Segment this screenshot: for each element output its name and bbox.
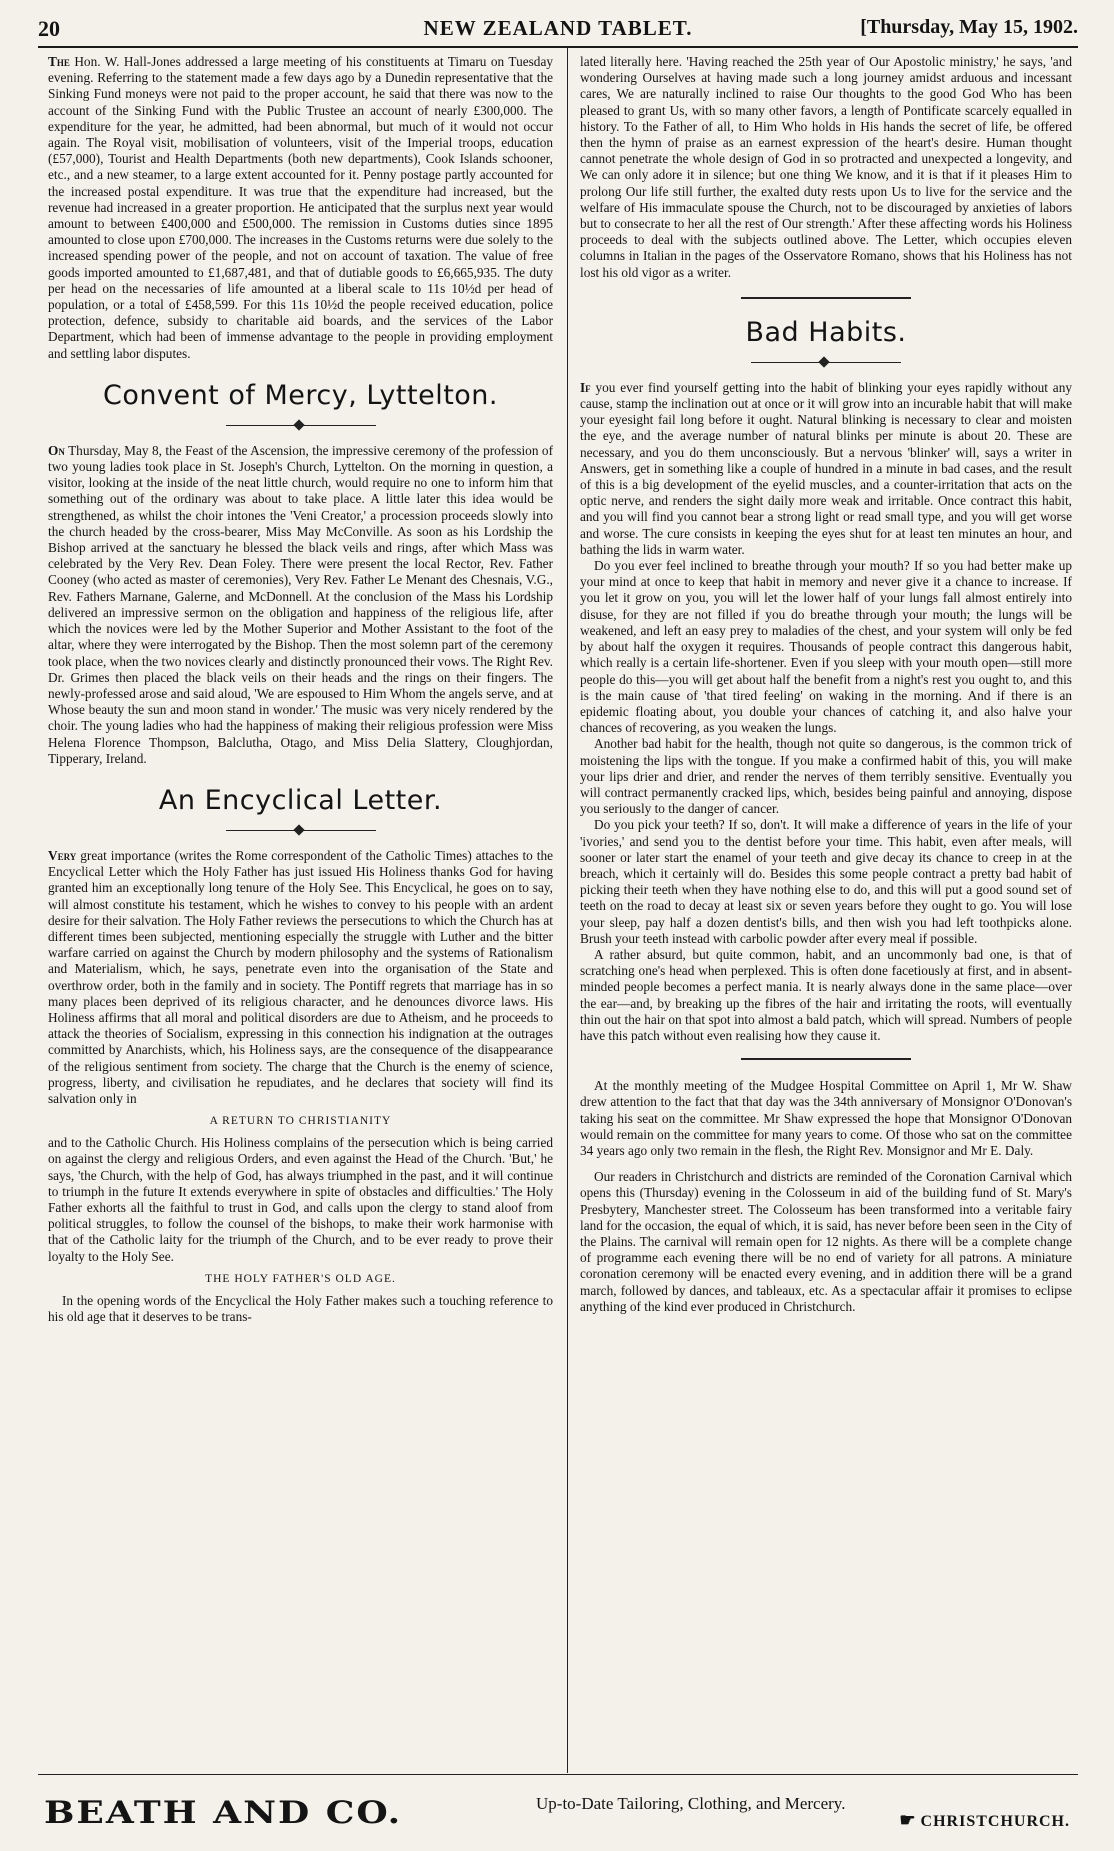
article-mudgee: At the monthly meeting of the Mudgee Hospital Committee on April 1, Mr W. Shaw drew attention to the fact that that day was the 34th anniversary of Monsignor O'Donovan's taking his seat on the committee. Mr Shaw expressed the hope that Monsignor O'Donovan would remain on the committee for many years to come. Of those who sat on the committee 34 years ago only two remain in the flesh, the Right Rev. Monsignor and Mr E. Daly. bbox=[580, 1078, 1072, 1158]
article-paragraph-continued: lated literally here. 'Having reached the 25th year of Our Apostolic ministry,' he says, 'and wondering Ourselves at having made such a long journey amidst arduous and incessant cares, We are naturally inclined to raise Our thoughts to the good God Who has been pleased to grant Us, with so many other favors, a length of Pontificate scarcely equalled in history. To the Father of all, to Him Who holds in His hands the secret of life, be offered then the hymn of praise as an earnest expression of the heart's desire. Human thought cannot penetrate the whole design of God in so protracted and unexpected a longevity, and We can only adore it in silence; but one thing We know, and it is that if it pleases Him to prolong Our life still further, the exalted duty rests upon Us to live for the service and the welfare of His immaculate spouse the Church, not to be discouraged by anxieties of labors but to consecrate to her all the rest of Our strength.' After these affecting words his Holiness proceeds to deal with the subjects outlined above. The Letter, which occupies eleven columns in Italian in the pages of the Osservatore Romano, shows that his Holiness has not lost his old vigor as a writer. bbox=[580, 54, 1072, 280]
article-paragraph: On Thursday, May 8, the Feast of the Ascension, the impressive ceremony of the profession of two young ladies took place in St. Joseph's Church, Lyttelton. On the morning in question, a visitor, looking at the inside of the neat little church, would require no one to inform him that something out of the ordinary was about to take place. A little later this idea would be strengthened, as whilst the choir intones the 'Veni Creator,' a procession proceeds slowly into the church headed by the cross-bearer, Miss May McConville. As soon as his Lordship the Bishop arrived at the sanctuary he blessed the black veils and rings, after which Mass was celebrated by the Very Rev. Dean Foley. There were present the local Rector, Rev. Father Cooney (who acted as master of ceremonies), Very Rev. Father Le Menant des Chesnais, V.G., Rev. Fathers Marnane, Galerne, and McDonnell. At the conclusion of the Mass his Lordship delivered an impressive sermon on the obligation and happiness of the religious life, after which the novices were led by the Mother Superior and Mother Assistant to the foot of the altar, where they were interrogated by the Bishop. Then the most solemn part of the ceremony took place, when the two novices clearly and distinctly pronounced their vows. The Right Rev. Dr. Grimes then placed the black veils on their heads and the rings on their fingers. The newly-professed arose and said aloud, 'We are espoused to Him Whom the angels serve, and at Whose beauty the sun and moon stand in wonder.' The music was very nicely rendered by the choir. The young ladies who had the happiness of making their religious profession were Miss Helena Florence Thompson, Balclutha, Otago, and Miss Delia Slattery, Cloughjordan, Tipperary, Ireland. bbox=[48, 442, 553, 766]
article-paragraph: Very great importance (writes the Rome correspondent of the Catholic Times) attaches to the Encyclical Letter which the Holy Father has just issued His Holiness thanks God for having granted him an exceptionally long tenure of the Holy See. This Encyclical, he goes on to say, will almost constitute his testament, which he wishes to convey to his people with an ardent desire for their salvation. The Holy Father reviews the persecutions to which the Church has at different times been subjected, mentioning especially the struggle with Luther and the bitter warfare carried on against the Church by modern philosophy and the systems of Rationalism and Materialism, which, he says, penetrate even into the organisation of the State and overthrow order, both in the family and in society. The Pontiff regrets that marriage has in so many places been deprived of its religious character, and he denounces divorce laws. His Holiness affirms that all moral and political disorders are due to Atheism, and he proceeds to attack the theories of Socialism, expressing in this connection his indignation at the outrages committed by Anarchists, which, his Holiness says, are the consequence of the disappearance of the religious sentiment from society. The charge that the Church is the enemy of science, progress, liberty, and civilisation he repudiates, and he declares that society will find its salvation only in bbox=[48, 847, 553, 1106]
issue-date: [Thursday, May 15, 1902. bbox=[860, 16, 1078, 38]
article-paragraph: Do you ever feel inclined to breathe through your mouth? If so you had better make up your mind at once to keep that habit in memory and never give it a chance to increase. If you let it grow on you, you will let the lower half of your lungs fall almost entirely into disuse, for they are not filled if you do breathe through your mouth; the lungs will be weakened, and left an easy prey to maladies of the chest, and your system will only be fed by about half the oxygen it requires. Thousands of people contract this dangerous habit, which really is a certain life-shortener. Even if you sleep with your mouth open—still more people do this—you will get about half the benefit from a night's rest you ought to, and this is the main cause of 'that tired feeling' on waking in the morning. And if there is an epidemic floating about, you double your chances of catching it, and also halve your chances of recovering, as you weaken the lungs. bbox=[580, 558, 1072, 736]
publication-title: NEW ZEALAND TABLET. bbox=[423, 16, 693, 40]
article-paragraph: Another bad habit for the health, though not quite so dangerous, is the common trick of moistening the lips with the tongue. If you make a confirmed habit of this, you will make your lips drier and drier, and render the nerves of them terribly sensitive. Eventually you will contract permanently cracked lips, which, besides being painful and annoying, dispose you seriously to the danger of cancer. bbox=[580, 736, 1072, 817]
article-carnival: Our readers in Christchurch and districts are reminded of the Coronation Carnival which opens this (Thursday) evening in the Colosseum in aid of the building fund of St. Mary's Presbytery, Manchester street. The Colosseum has been transformed into a veritable fairy land for the occasion, the equal of which, it is said, has never before been seen in the City of the Plains. The carnival will remain open for 12 nights. As there will be a complete change of programme each evening there will be no end of variety for all patrons. A miniature coronation ceremony will be enacted every evening, and in addition there will be a grand march, followed by dances, and tableaux, etc. As a spectacular affair it promises to eclipse anything of the kind ever produced in Christchurch. bbox=[580, 1169, 1072, 1314]
article-paragraph: and to the Catholic Church. His Holiness complains of the persecution which is being carried on against the clergy and religious Orders, and even against the Head of the Church. 'But,' he says, 'the Church, with the help of God, has always triumphed in the past, and it will continue to triumph in the future It extends everywhere in spite of obstacles and difficulties.' The Holy Father exhorts all the faithful to trust in God, and calls upon the clergy to stand aloof from political struggles, to follow the counsel of the bishops, to make their work harmonise with that of the Catholic laity for the triumph of the Church, and to be ever ready to prove their loyalty to the Holy See. bbox=[48, 1135, 553, 1264]
advertiser-city bbox=[899, 1810, 1070, 1831]
lead-word: The bbox=[48, 54, 70, 69]
heading-convent: Convent of Mercy, Lyttelton. bbox=[103, 379, 498, 411]
subheading: THE HOLY FATHER'S OLD AGE. bbox=[205, 1272, 396, 1285]
heading-encyclical: An Encyclical Letter. bbox=[158, 784, 443, 816]
article-paragraph: If you ever find yourself getting into the habit of blinking your eyes rapidly without any cause, stamp the inclination out at once or it will grow into an incurable habit that will make your eyesight fail long before it ought. Natural blinking is necessary to clear and moisten the eye, and the average number of natural blinks per minute is about 20. These are necessary, and you do them unconsciously. But a nervous 'blinker' will, says a writer in Answers, get in something like a couple of hundred in a minute in bad cases, and the result of this is a big development of the eyelid muscles, and a counter-irritation that acts on the optic nerve, and renders the sight daily more weak and irritable. Once contract this habit, and you will find you cannot bear a strong light or read small type, and you will get worse and worse. The cure consists in keeping the eyes shut for at least ten minutes an hour, and bathing the lids in warm water. bbox=[580, 379, 1072, 557]
advertiser-name: BEATH AND CO. bbox=[44, 1795, 403, 1831]
article-encyclical bbox=[48, 848, 553, 1325]
pointing-hand-icon: ☛ bbox=[899, 1810, 917, 1830]
article-convent bbox=[48, 443, 553, 767]
article-paragraph: Do you pick your teeth? If so, don't. It will make a difference of years in the life of your 'ivories,' and send you to the dentist before your time. This habit, even after meals, will sooner or later start the enamel of your teeth and give decay its chance to creep in at the breach, which it certainly will do. Besides this some people contract a pretty bad habit of picking their teeth when they have nothing else to do, and this will put a good sound set of teeth on the road to decay at least six or seven years before they ought to go. You will lose your sleep, pay half a dozen dentist's bills, and then wish you had left toothpicks alone. Brush your teeth instead with carbolic powder after every meal if possible. bbox=[580, 817, 1072, 946]
advertiser-tagline: Up-to-Date Tailoring, Clothing, and Mercery. bbox=[536, 1794, 846, 1813]
ornament-divider bbox=[226, 419, 376, 431]
section-rule bbox=[741, 1058, 911, 1060]
column-divider bbox=[567, 48, 568, 1773]
footer-rule bbox=[38, 1774, 1078, 1775]
right-column bbox=[580, 54, 1072, 1772]
article-paragraph: The Hon. W. Hall-Jones addressed a large meeting of his constituents at Timaru on Tuesday evening. Referring to the statement made a few days ago by a Dunedin representative that the Sinking Fund moneys were not paid to the proper account, he said that there was now to the account of the Sinking Fund with the Public Trustee an account of nearly £300,000. The expenditure for the year, he admitted, had been abnormal, but much of it would not occur again. The Royal visit, mobilisation of volunteers, visit of the Imperial troops, education (£57,000), Tourist and Health Departments (both new departments), Cook Islands schooner, etc., and a new steamer, to a large extent accounted for it. Penny postage partly accounted for the increased postal expenditure. It was true that the expenditure had increased, but the revenue had increased in a greater proportion. He anticipated that the surplus next year would amount to between £400,000 and £500,000. The remission in Customs duties since 1895 amounted to close upon £700,000. The increases in the Customs returns were due solely to the increased spending power of the people, and not on account of taxation. The value of free goods imported amounted to £1,687,481, and that of dutiable goods to £6,665,935. The duty per head on the necessaries of life amounted at a liberal scale to 11s 10½d per head of population, or a total of £458,599. For this 11s 10½d the people received education, police protection, defence, subsidy to charitable aid boards, and the services of the Labor Department, which had been of immense advantage to the people in providing employment and settling labor disputes. bbox=[48, 54, 553, 361]
article-paragraph: In the opening words of the Encyclical the Holy Father makes such a touching reference to his old age that it deserves to be trans- bbox=[48, 1292, 553, 1324]
heading-bad-habits: Bad Habits. bbox=[745, 316, 907, 348]
article-hall-jones bbox=[48, 54, 553, 362]
lead-word: If bbox=[580, 379, 591, 395]
lead-word: On bbox=[48, 442, 65, 458]
left-column bbox=[48, 54, 553, 1772]
lead-word: Very bbox=[48, 847, 77, 863]
page-number: 20 bbox=[38, 16, 60, 41]
article-bad-habits bbox=[580, 380, 1072, 1044]
ornament-divider bbox=[751, 356, 901, 368]
ornament-divider bbox=[226, 824, 376, 836]
subheading: A RETURN TO CHRISTIANITY bbox=[209, 1115, 392, 1128]
page-header bbox=[38, 12, 1078, 48]
article-paragraph: A rather absurd, but quite common, habit, and an uncommonly bad one, is that of scratching one's head when perplexed. This is often done facetiously at first, and in absent-minded people becomes a perfect mania. It is nearly always done in the same place—over the ear—and, by breaking up the fibres of the hair and irritating the roots, will eventually thin out the hair on that spot into almost a bald patch, which will spread. Numbers of people have this patch without even realising how they cause it. bbox=[580, 946, 1072, 1043]
city-label: CHRISTCHURCH. bbox=[920, 1813, 1070, 1830]
section-rule bbox=[741, 297, 911, 299]
